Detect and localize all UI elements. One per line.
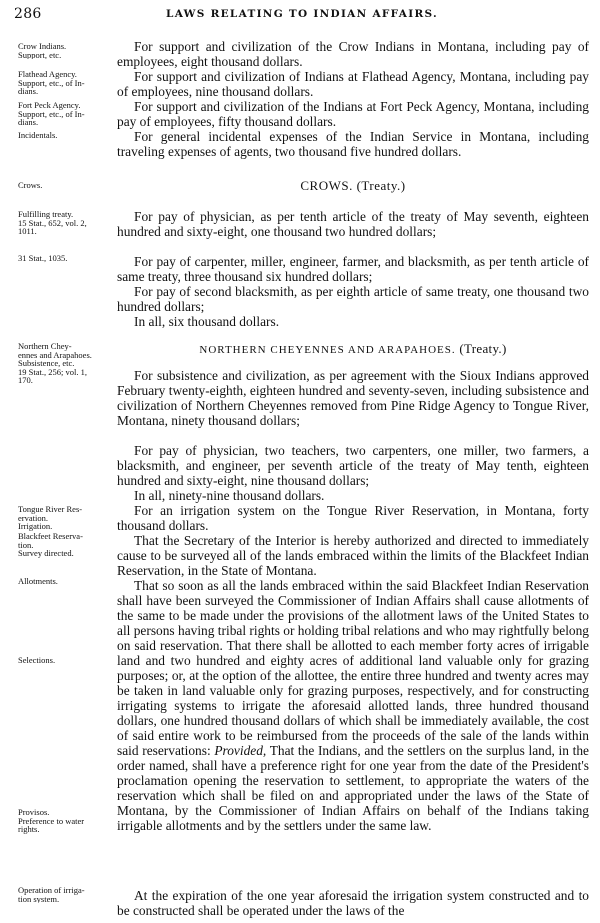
paragraph-carpenter: For pay of carpenter, miller, engineer, farmer, and blacksmith, as per tenth article of same treaty, three thousand six hundred dollars;	[117, 254, 589, 284]
sidenote-line: Crow Indians.	[18, 42, 67, 51]
sidenote-line: rights.	[18, 824, 40, 834]
sidenote-line: 1011.	[18, 226, 37, 236]
paragraph-operation: At the expiration of the one year aforesaid the irrigation system constructed and to be constructed shall be operated under the laws of the	[117, 888, 589, 918]
running-head: LAWS RELATING TO INDIAN AFFAIRS.	[166, 8, 438, 20]
sidenote-fulfilling-treaty	[18, 210, 120, 236]
sidenote-line: Flathead Agency.	[18, 70, 77, 79]
sidenote-line: Selections.	[18, 656, 56, 665]
sidenote-operation	[18, 886, 120, 903]
sidenote-line: Tongue River Res-	[18, 505, 83, 514]
sidenote-line: tion system.	[18, 893, 60, 903]
sidenote-allotments	[18, 577, 120, 586]
paragraph-tongue-river: For an irrigation system on the Tongue River Reservation, in Montana, forty thousand dollars.	[117, 503, 589, 533]
sidenote-31-stat	[18, 254, 120, 263]
sidenote-line: Preference to water	[18, 815, 85, 826]
sidenote-line: 19 Stat., 256; vol. 1,	[18, 366, 87, 377]
sidenote-line: Northern Chey-	[18, 342, 72, 351]
sidenote-line: ennes and Arapahoes.	[18, 349, 92, 360]
sidenote-blackfeet	[18, 532, 120, 558]
sidenote-flathead	[18, 70, 120, 96]
sidenote-provisos	[18, 808, 120, 834]
sidenote-line: Operation of irriga-	[18, 886, 85, 895]
paragraph-physician: For pay of physician, as per tenth article of the treaty of May seventh, eighteen hundred and sixty-eight, one thousand two hundred dollars;	[117, 209, 589, 239]
sidenote-line: Survey directed.	[18, 548, 74, 558]
section-heading-northern	[117, 341, 589, 357]
sidenote-crow-indians	[18, 42, 120, 59]
paragraph-crows-total: In all, six thousand dollars.	[134, 314, 280, 329]
sidenote-northern-cheyennes	[18, 342, 120, 385]
sidenote-line: Fort Peck Agency.	[18, 101, 81, 110]
paragraph-second-blacksmith: For pay of second blacksmith, as per eighth article of same treaty, one thousand two hundred dollars;	[117, 284, 589, 314]
sidenote-line: tion.	[18, 539, 34, 550]
sidenote-line: Irrigation.	[18, 521, 53, 531]
sidenote-line: Fulfilling treaty.	[18, 210, 74, 219]
provided-word: Provided,	[214, 743, 267, 758]
sidenote-line: dians.	[18, 117, 39, 127]
sidenote-line: Provisos.	[18, 808, 50, 817]
paragraph-subsistence: For subsistence and civilization, as per agreement with the Sioux Indians approved February twenty-eighth, eighteen hundred and seventy-seven, including subsistence and civilization of Northern Cheyennes removed from Pine Ridge Agency to Tongue River, Montana, ninety thousand dollars;	[117, 368, 589, 428]
paragraph-allotments	[117, 578, 589, 833]
sidenote-line: ervation.	[18, 512, 48, 523]
sidenote-fort-peck	[18, 101, 120, 127]
paragraph-teachers: For pay of physician, two teachers, two carpenters, one miller, two farmers, a blacksmith, and engineer, per seventh article of the treaty of May tenth, eighteen hundred and sixty-eight, nine thousand dollars;	[117, 443, 589, 488]
page-number: 286	[14, 6, 42, 22]
heading-title: NORTHERN CHEYENNES AND ARAPAHOES.	[199, 344, 456, 356]
sidenote-line: Incidentals.	[18, 131, 58, 140]
sidenote-line: 170.	[18, 375, 33, 385]
sidenote-line: 31 Stat., 1035.	[18, 254, 68, 263]
sidenote-line: Support, etc.	[18, 49, 62, 59]
allotments-text: That so soon as all the lands embraced within the said Blackfeet Indian Reservation shall have been surveyed the Commissioner of Indian Affairs shall cause allotments of the same to be made under the provisions of the allotment laws of the United States to all persons having tribal rights or holding tribal relations and who may rightfully belong on said reservation. That there shall be allotted to each member forty acres of irrigable land and two hundred and eighty acres of additional land valuable only for grazing purposes; or, at the option of the allottee, the entire three hundred and twenty acres may be taken in land valuable only for grazing purposes, respectively, and for constructing irrigating systems to irrigate the aforesaid allotted lands, three hundred thousand dollars, one hundred thousand dollars of which shall be immediately available, the cost of said entire work to be reimbursed from the proceeds of the sale of the lands within said reservations:	[117, 578, 589, 758]
sidenote-incidentals	[18, 131, 120, 140]
page-header	[14, 6, 590, 24]
sidenote-line: Support, etc., of In-	[18, 77, 85, 88]
heading-treaty: (Treaty.)	[459, 341, 507, 356]
sidenote-selections	[18, 656, 120, 665]
paragraph-northern-total: In all, ninety-nine thousand dollars.	[134, 488, 325, 503]
sidenote-line: Support, etc., of In-	[18, 108, 85, 119]
section-heading-crows	[117, 178, 589, 194]
sidenote-tongue-river	[18, 505, 120, 531]
paragraph-fort-peck-support: For support and civilization of the Indians at Fort Peck Agency, Montana, including pay of employees, fifty thousand dollars.	[117, 99, 589, 129]
sidenote-line: Crows.	[18, 181, 43, 190]
sidenote-line: 15 Stat., 652, vol. 2,	[18, 217, 87, 228]
sidenote-line: Allotments.	[18, 577, 58, 586]
preference-text: That the Indians, and the settlers on the surplus land, in the order named, shall have a preference right for one year from the date of the President's proclamation opening the reservation to settlement, to appropriate the waters of the reservation which shall be filed on and appropriated under the laws of the State of Montana, by the Commissioner of Indian Affairs on behalf of the Indians taking irrigable allotments and by the settlers under the same law.	[117, 743, 589, 833]
paragraph-blackfeet-survey: That the Secretary of the Interior is hereby authorized and directed to immediately cause to be surveyed all of the lands embraced within the limits of the Blackfeet Indian Reservation, in the State of Montana.	[117, 533, 589, 578]
heading-title: CROWS.	[300, 178, 353, 193]
sidenote-line: Blackfeet Reserva-	[18, 532, 83, 541]
paragraph-flathead-support: For support and civilization of Indians at Flathead Agency, Montana, including pay of employees, nine thousand dollars.	[117, 69, 589, 99]
sidenote-line: dians.	[18, 86, 39, 96]
paragraph-crow-support: For support and civilization of the Crow Indians in Montana, including pay of employees, eight thousand dollars.	[117, 39, 589, 69]
paragraph-incidentals: For general incidental expenses of the Indian Service in Montana, including traveling expenses of agents, two thousand five hundred dollars.	[117, 129, 589, 159]
heading-treaty: (Treaty.)	[356, 178, 406, 193]
sidenote-crows	[18, 181, 120, 190]
sidenote-line: Subsistence, etc.	[18, 358, 75, 368]
